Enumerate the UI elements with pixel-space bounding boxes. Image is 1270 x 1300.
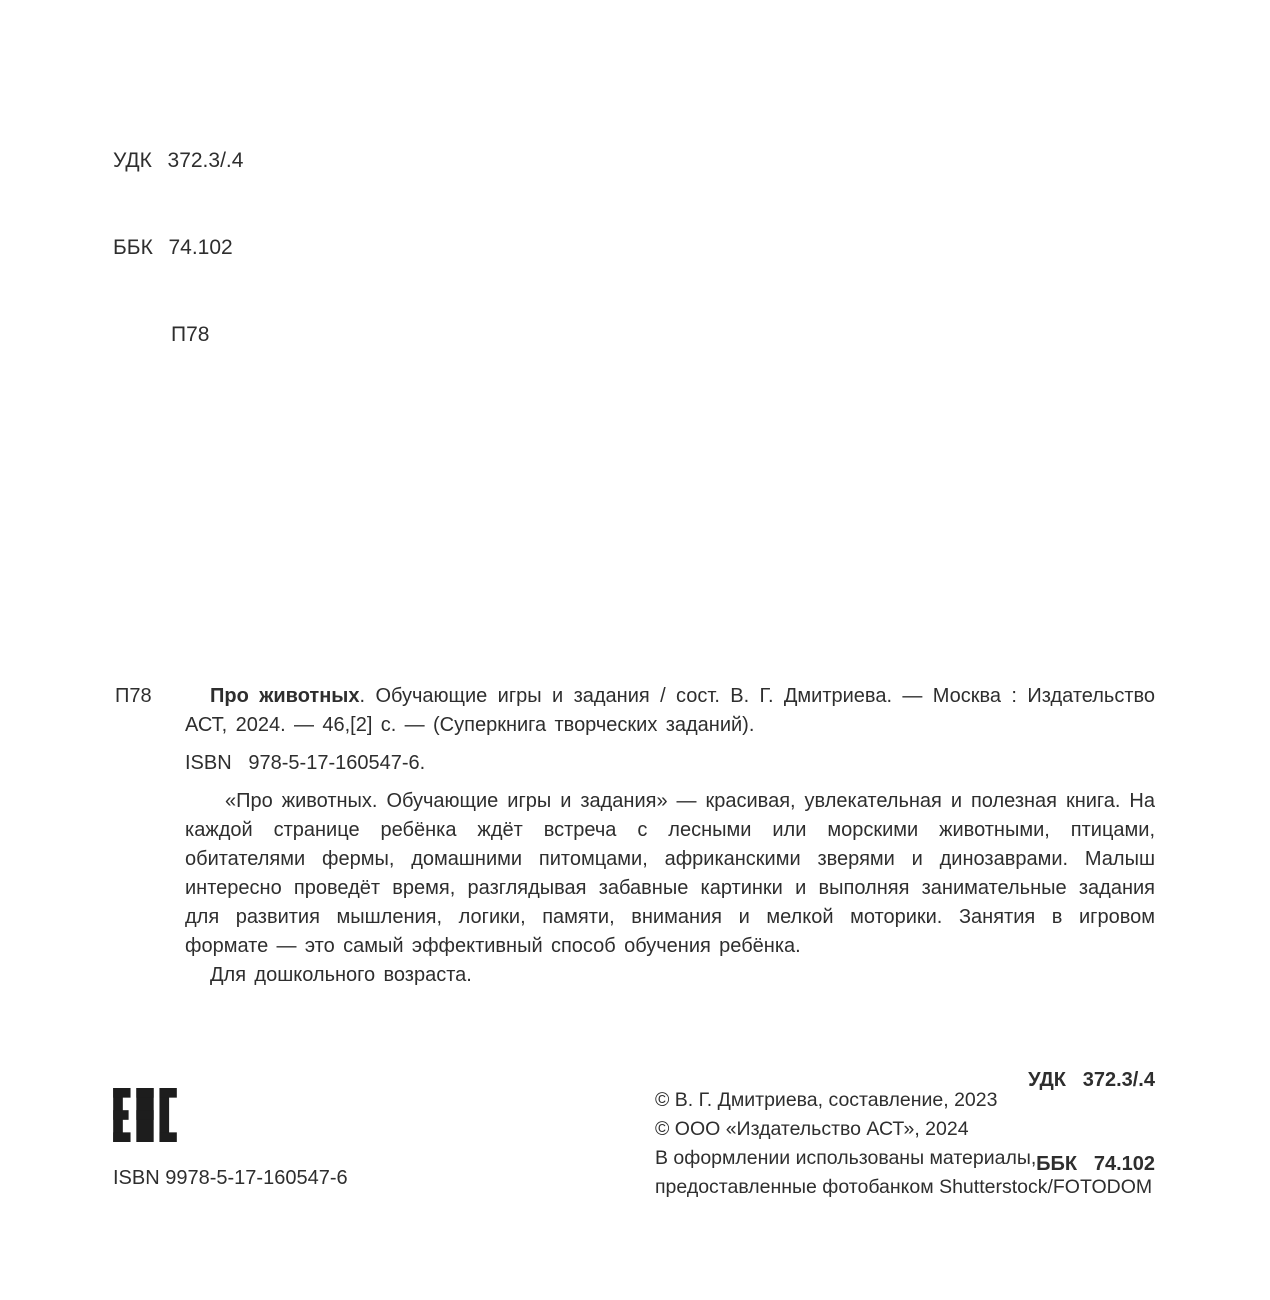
eac-mark: [113, 1088, 177, 1144]
annotation-paragraph: «Про животных. Обучающие игры и задания» — красивая, увлекательная и полезная книга. На каждой странице ребёнка ждёт встреча с лесными или морскими животными, птицами, обитателями фермы, домашними питомцами, африканскими зверями и динозаврами. Малыш интересно проведёт время, разглядывая забавные картинки и выполняя занимательные задания для развития мышления, логики, памяти, внимания и мелкой моторики. Занятия в игровом формате — это самый эффективный способ обучения ребёнка.: [185, 790, 1155, 957]
isbn-bottom: ISBN 9978-5-17-160547-6: [113, 1167, 348, 1189]
udk-code-top: УДК 372.3/.4: [113, 149, 244, 172]
eac-logo-icon: [113, 1088, 177, 1142]
author-sign-code-top: П78: [171, 323, 210, 346]
bbk-code-right: ББК 74.102: [1036, 1153, 1155, 1175]
book-title: Про животных: [210, 685, 360, 707]
top-codes-block: [113, 88, 243, 407]
copyright-line-publisher: © ООО «Издательство АСТ», 2024: [655, 1118, 969, 1140]
bibliographic-entry: [185, 682, 1155, 740]
copyright-line-author: © В. Г. Дмитриева, составление, 2023: [655, 1089, 998, 1111]
copyright-line-materials: В оформлении использованы материалы,: [655, 1147, 1037, 1169]
udk-code-right: УДК 372.3/.4: [1028, 1069, 1155, 1091]
audience-note: Для дошкольного возраста.: [210, 964, 472, 986]
isbn-entry-line: ISBN 978-5-17-160547-6.: [185, 752, 426, 774]
entry-code: П78: [115, 685, 152, 707]
bbk-code-top: ББК 74.102: [113, 236, 233, 259]
entry-description: . Обучающие игры и задания / сост. В. Г. Дмитриева. — Москва : Издательство АСТ, 2024. — 46,[2] с. — (Суперкнига творческих заданий).: [185, 685, 1155, 736]
copyright-block: [655, 1086, 1152, 1202]
copyright-line-photobank: предоставленные фотобанком Shutterstock/FOTODOM: [655, 1176, 1153, 1198]
